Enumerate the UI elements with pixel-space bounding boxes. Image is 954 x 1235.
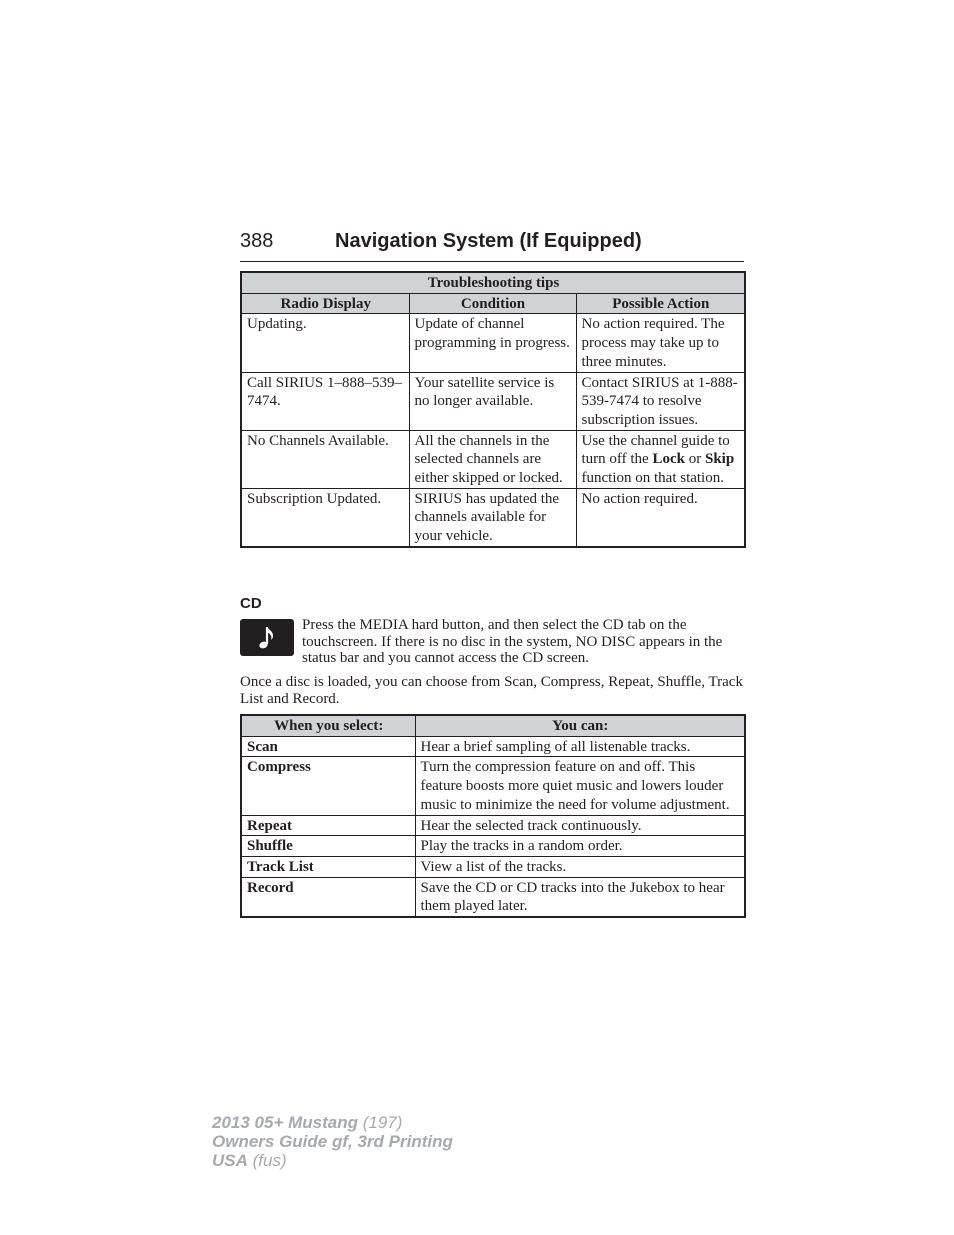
action-cell: No action required. xyxy=(576,488,745,547)
table-row xyxy=(241,757,745,815)
column-header: Possible Action xyxy=(576,293,745,314)
table-caption-row xyxy=(241,272,745,293)
troubleshooting-table xyxy=(240,271,746,548)
cd-section-heading: CD xyxy=(240,595,262,612)
lock-keyword: Lock xyxy=(652,451,685,468)
option-name-cell: Repeat xyxy=(241,815,415,836)
skip-keyword: Skip xyxy=(704,451,735,468)
option-desc-cell: Save the CD or CD tracks into the Jukebox to hear them played later. xyxy=(415,877,745,917)
condition-cell: Update of channel programming in progress. xyxy=(409,314,576,372)
table-row xyxy=(241,815,745,836)
option-desc-cell: View a list of the tracks. xyxy=(415,856,745,877)
option-name-cell: Shuffle xyxy=(241,836,415,857)
table-row xyxy=(241,877,745,917)
table-row xyxy=(241,488,745,547)
table-row xyxy=(241,736,745,757)
cd-options-table xyxy=(240,714,746,918)
action-text: function on that station. xyxy=(581,470,724,487)
action-cell: No action required. The process may take up to three minutes. xyxy=(576,314,745,372)
option-desc-cell: Hear a brief sampling of all listenable tracks. xyxy=(415,736,745,757)
column-header: You can: xyxy=(415,715,745,736)
page-header xyxy=(240,229,744,262)
option-name-cell: Compress xyxy=(241,757,415,815)
option-desc-cell: Turn the compression feature on and off. This feature boosts more quiet music and lowers louder music to minimize the need for volume adjustment. xyxy=(415,757,745,815)
footer-market-code: (fus) xyxy=(252,1151,287,1170)
cd-body-paragraph: Once a disc is loaded, you can choose from Scan, Compress, Repeat, Shuffle, Track List and Record. xyxy=(240,674,743,707)
radio-display-cell: Call SIRIUS 1–888–539–7474. xyxy=(241,372,409,430)
cd-intro-paragraph: Press the MEDIA hard button, and then select the CD tab on the touchscreen. If there is no disc in the system, NO DISC appears in the status bar and you cannot access the CD screen. xyxy=(302,617,723,667)
table-header-row xyxy=(241,715,745,736)
action-text: Use the channel guide to turn off the xyxy=(581,432,730,468)
option-desc-cell: Play the tracks in a random order. xyxy=(415,836,745,857)
footer-guide: Owners Guide gf, 3rd Printing xyxy=(212,1132,453,1151)
action-cell xyxy=(576,430,745,488)
column-header: When you select: xyxy=(241,715,415,736)
table-row xyxy=(241,836,745,857)
table-row xyxy=(241,856,745,877)
table-row xyxy=(241,314,745,372)
option-name-cell: Track List xyxy=(241,856,415,877)
table-caption: Troubleshooting tips xyxy=(241,272,745,293)
table-header-row xyxy=(241,293,745,314)
radio-display-cell: No Channels Available. xyxy=(241,430,409,488)
radio-display-cell: Updating. xyxy=(241,314,409,372)
column-header: Condition xyxy=(409,293,576,314)
footer-market: USA xyxy=(212,1151,248,1170)
condition-cell: Your satellite service is no longer available. xyxy=(409,372,576,430)
action-cell: Contact SIRIUS at 1-888-539-7474 to resolve subscription issues. xyxy=(576,372,745,430)
page-number: 388 xyxy=(240,230,274,252)
radio-display-cell: Subscription Updated. xyxy=(241,488,409,547)
column-header: Radio Display xyxy=(241,293,409,314)
page-footer xyxy=(212,1113,453,1170)
music-note-icon xyxy=(240,619,294,656)
option-name-cell: Scan xyxy=(241,736,415,757)
table-row xyxy=(241,430,745,488)
option-desc-cell: Hear the selected track continuously. xyxy=(415,815,745,836)
action-text: or xyxy=(684,451,705,468)
condition-cell: All the channels in the selected channels are either skipped or locked. xyxy=(409,430,576,488)
table-row xyxy=(241,372,745,430)
option-name-cell: Record xyxy=(241,877,415,917)
footer-model-code: (197) xyxy=(362,1113,403,1132)
footer-model: 2013 05+ Mustang xyxy=(212,1113,358,1132)
condition-cell: SIRIUS has updated the channels available for your vehicle. xyxy=(409,488,576,547)
page-title: Navigation System (If Equipped) xyxy=(335,230,642,252)
